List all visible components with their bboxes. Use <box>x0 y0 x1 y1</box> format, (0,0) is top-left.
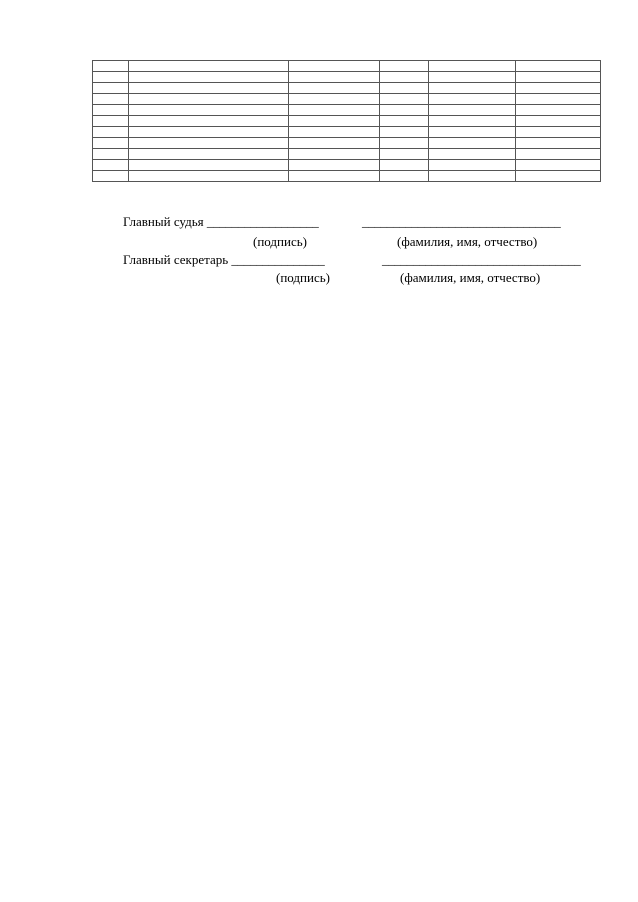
chief-judge-name-caption: (фамилия, имя, отчество) <box>397 234 538 249</box>
table-cell <box>516 138 601 149</box>
table-cell <box>289 72 380 83</box>
table-cell <box>429 94 516 105</box>
table-cell <box>289 138 380 149</box>
table-row <box>93 72 601 83</box>
table-cell <box>516 171 601 182</box>
table-cell <box>429 138 516 149</box>
table-cell <box>516 94 601 105</box>
table-cell <box>93 138 129 149</box>
table-cell <box>516 160 601 171</box>
table-cell <box>93 149 129 160</box>
table-cell <box>289 105 380 116</box>
table-cell <box>380 138 429 149</box>
table-cell <box>289 61 380 72</box>
table-cell <box>289 160 380 171</box>
table-cell <box>93 83 129 94</box>
table-cell <box>380 83 429 94</box>
table-cell <box>516 149 601 160</box>
table-cell <box>429 72 516 83</box>
table-cell <box>129 105 289 116</box>
table-cell <box>93 94 129 105</box>
table-cell <box>129 160 289 171</box>
table-row <box>93 127 601 138</box>
table-cell <box>289 127 380 138</box>
table-cell <box>516 116 601 127</box>
table-cell <box>129 94 289 105</box>
table-cell <box>516 72 601 83</box>
table-cell <box>93 72 129 83</box>
chief-judge-signature-line: __________________ <box>206 214 319 229</box>
table-row <box>93 138 601 149</box>
table-cell <box>516 61 601 72</box>
chief-secretary-signature-line: _______________ <box>231 252 325 267</box>
results-table <box>92 60 601 182</box>
table-cell <box>429 149 516 160</box>
table-cell <box>380 94 429 105</box>
table-cell <box>429 116 516 127</box>
table-cell <box>380 127 429 138</box>
table-cell <box>429 171 516 182</box>
table-row <box>93 171 601 182</box>
chief-secretary-signature-caption: (подпись) <box>276 270 330 285</box>
table-cell <box>93 61 129 72</box>
table-cell <box>429 83 516 94</box>
table-row <box>93 116 601 127</box>
table-row <box>93 149 601 160</box>
chief-judge-name-line: ________________________________ <box>362 214 561 229</box>
table-cell <box>129 171 289 182</box>
chief-secretary-label: Главный секретарь <box>123 252 229 267</box>
table-cell <box>380 72 429 83</box>
table-cell <box>129 72 289 83</box>
table-cell <box>429 61 516 72</box>
table-cell <box>129 138 289 149</box>
table-cell <box>93 105 129 116</box>
table-cell <box>380 160 429 171</box>
table-cell <box>129 116 289 127</box>
table-cell <box>429 127 516 138</box>
chief-secretary-name-line: ________________________________ <box>382 252 581 267</box>
table-cell <box>380 61 429 72</box>
chief-judge-label: Главный судья <box>123 214 204 229</box>
table-row <box>93 83 601 94</box>
table-cell <box>129 83 289 94</box>
chief-secretary-name-caption: (фамилия, имя, отчество) <box>400 270 541 285</box>
table-cell <box>380 116 429 127</box>
table-row <box>93 94 601 105</box>
table-cell <box>516 105 601 116</box>
results-table-body <box>93 61 601 182</box>
table-cell <box>516 83 601 94</box>
table-cell <box>93 127 129 138</box>
table-cell <box>289 116 380 127</box>
table-cell <box>129 127 289 138</box>
table-cell <box>516 127 601 138</box>
table-cell <box>380 105 429 116</box>
table-cell <box>380 149 429 160</box>
chief-judge-signature-caption: (подпись) <box>253 234 307 249</box>
table-cell <box>289 94 380 105</box>
table-row <box>93 61 601 72</box>
chief-secretary-row <box>123 252 324 268</box>
table-cell <box>380 171 429 182</box>
table-row <box>93 160 601 171</box>
table-cell <box>289 83 380 94</box>
table-cell <box>429 160 516 171</box>
table-row <box>93 105 601 116</box>
chief-judge-row <box>123 214 319 230</box>
table-cell <box>129 61 289 72</box>
table-cell <box>289 171 380 182</box>
table-cell <box>93 160 129 171</box>
table-cell <box>93 116 129 127</box>
table-cell <box>289 149 380 160</box>
table-cell <box>93 171 129 182</box>
table-cell <box>429 105 516 116</box>
table-cell <box>129 149 289 160</box>
